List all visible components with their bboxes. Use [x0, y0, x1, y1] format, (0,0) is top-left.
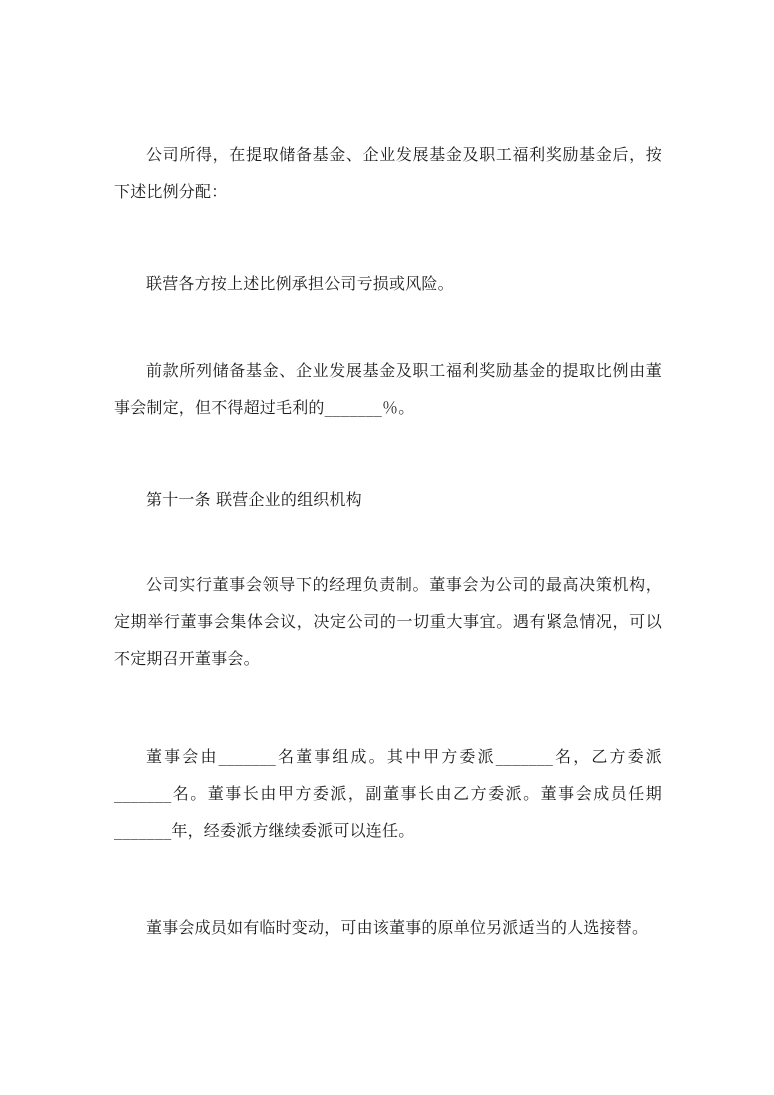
- article-heading: 第十一条 联营企业的组织机构: [146, 490, 362, 509]
- paragraph-board-composition: 董事会由_______名董事组成。其中甲方委派_______名，乙方委派_______名。董事长由甲方委派，副董事长由乙方委派。董事会成员任期_______年，经委派方继续委派可以连任。: [114, 747, 662, 840]
- paragraph-profit-distribution: 公司所得，在提取储备基金、企业发展基金及职工福利奖励基金后，按下述比例分配：: [114, 145, 662, 201]
- paragraph-board-replacement: 董事会成员如有临时变动，可由该董事的原单位另派适当的人选接替。: [146, 918, 649, 937]
- paragraph-loss-sharing: 联营各方按上述比例承担公司亏损或风险。: [146, 274, 454, 293]
- paragraph-board-responsibility: 公司实行董事会领导下的经理负责制。董事会为公司的最高决策机构，定期举行董事会集体会议，决定公司的一切重大事宜。遇有紧急情况，可以不定期召开董事会。: [114, 575, 662, 668]
- paragraph-fund-ratio: 前款所列储备基金、企业发展基金及职工福利奖励基金的提取比例由董事会制定，但不得超过毛利的_______％。: [114, 361, 662, 417]
